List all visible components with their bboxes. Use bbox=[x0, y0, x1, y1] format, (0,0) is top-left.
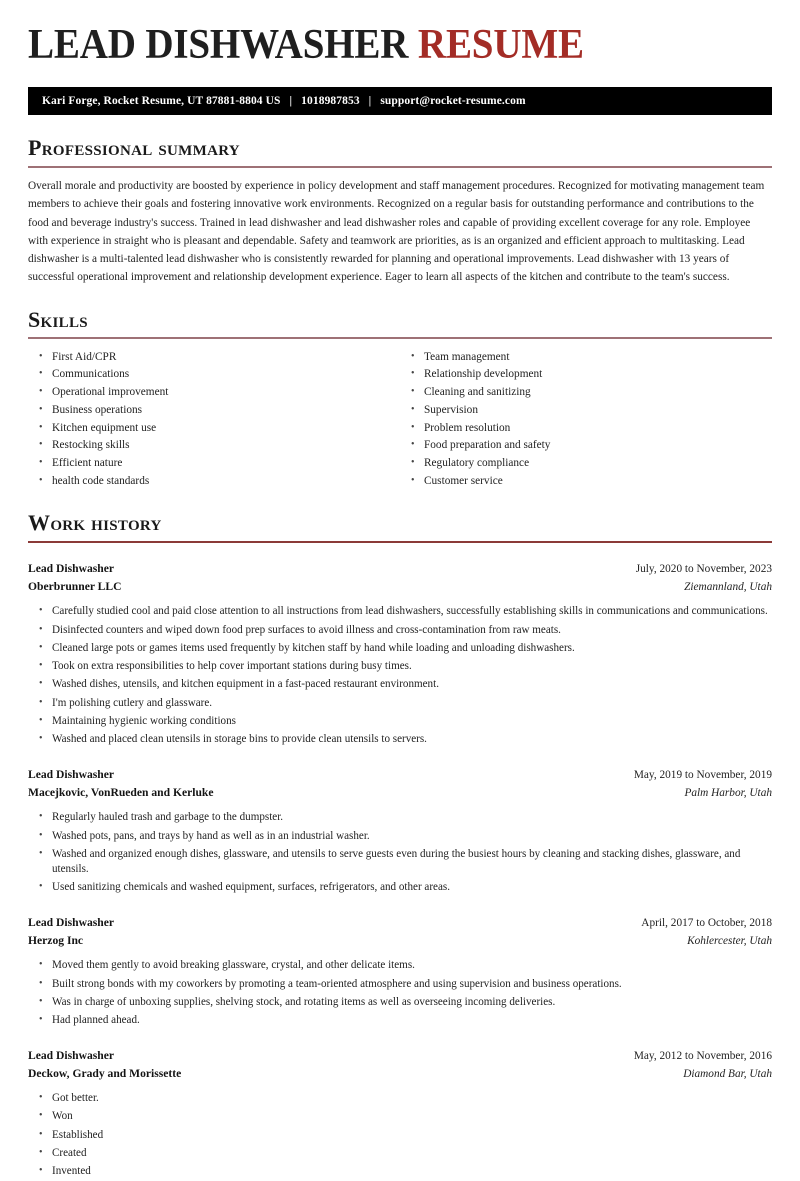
skill-item: • First Aid/CPR bbox=[52, 348, 400, 366]
section-rule-summary bbox=[28, 166, 772, 168]
job-bullet: • Disinfected counters and wiped down food prep surfaces to avoid illness and cross-contamination from raw meats. bbox=[52, 621, 772, 639]
contact-bar bbox=[28, 87, 772, 115]
skill-item: • Business operations bbox=[52, 402, 400, 420]
section-rule-skills bbox=[28, 337, 772, 339]
job-bullet: • Created bbox=[52, 1144, 772, 1162]
job-title: Lead Dishwasher bbox=[28, 561, 114, 575]
skill-item: • Kitchen equipment use bbox=[52, 419, 400, 437]
contact-name-address: Kari Forge, Rocket Resume, UT 87881-8804 US bbox=[42, 95, 281, 108]
job-title-row bbox=[28, 560, 772, 578]
job-company-row bbox=[28, 1065, 772, 1083]
section-rule-work-history bbox=[28, 541, 772, 543]
job-company: Oberbrunner LLC bbox=[28, 579, 122, 593]
job-bullet: • Built strong bonds with my coworkers by promoting a team-oriented atmosphere and using supervision and business operations. bbox=[52, 975, 772, 993]
work-history-list bbox=[28, 560, 772, 1181]
job-bullet-list bbox=[28, 603, 772, 749]
section-heading-summary: Professional summary bbox=[28, 135, 240, 161]
job-dates: April, 2017 to October, 2018 bbox=[641, 916, 772, 929]
skill-item: • Relationship development bbox=[424, 366, 772, 384]
job-title: Lead Dishwasher bbox=[28, 1048, 114, 1062]
skill-item: • Supervision bbox=[424, 402, 772, 420]
job-bullet: • Moved them gently to avoid breaking glassware, crystal, and other delicate items. bbox=[52, 957, 772, 975]
job-title-row bbox=[28, 766, 772, 784]
skill-item: • Cleaning and sanitizing bbox=[424, 384, 772, 402]
job-title: Lead Dishwasher bbox=[28, 767, 114, 781]
job-bullet: • Invented bbox=[52, 1163, 772, 1181]
job-dates: May, 2012 to November, 2016 bbox=[633, 1049, 772, 1062]
work-history-entry bbox=[28, 766, 772, 897]
skill-item: • Operational improvement bbox=[52, 384, 400, 402]
skill-item: • health code standards bbox=[52, 472, 400, 490]
job-company-row bbox=[28, 932, 772, 950]
skill-item: • Communications bbox=[52, 366, 400, 384]
skill-item: • Team management bbox=[424, 348, 772, 366]
job-location: Kohlercester, Utah bbox=[687, 934, 772, 947]
skill-item: • Problem resolution bbox=[424, 419, 772, 437]
job-bullet-list bbox=[28, 957, 772, 1030]
job-location: Diamond Bar, Utah bbox=[683, 1067, 772, 1080]
job-bullet: • Used sanitizing chemicals and washed equipment, surfaces, refrigerators, and other areas. bbox=[52, 879, 772, 897]
skills-columns bbox=[28, 348, 772, 490]
job-bullet: • Got better. bbox=[52, 1090, 772, 1108]
job-title-row bbox=[28, 1047, 772, 1065]
job-bullet: • Had planned ahead. bbox=[52, 1011, 772, 1029]
section-work-history bbox=[28, 511, 772, 1181]
skill-item: • Food preparation and safety bbox=[424, 437, 772, 455]
job-bullet: • Maintaining hygienic working conditions bbox=[52, 712, 772, 730]
job-company: Deckow, Grady and Morissette bbox=[28, 1066, 182, 1080]
section-heading-work-history: Work history bbox=[28, 510, 162, 536]
job-bullet: • Cleaned large pots or games items used frequently by kitchen staff by hand while loading and unloading dishwashers. bbox=[52, 639, 772, 657]
job-location: Ziemannland, Utah bbox=[684, 580, 772, 593]
document-title bbox=[28, 0, 720, 68]
work-history-entry bbox=[28, 914, 772, 1030]
section-professional-summary bbox=[28, 136, 772, 286]
job-bullet: • Washed and organized enough dishes, glassware, and utensils to serve guests even during the busiest hours by cleaning and stacking dishes, glassware, and utensils. bbox=[52, 845, 772, 878]
summary-text: Overall morale and productivity are boosted by experience in policy development and staff management procedures. Recognized for motivating management team members to achieve their goals and fostering innovative work environments. Recognized on a regular basis for outstanding performance and contributions to the food and beverage industry's success. Trained in lead dishwasher and lead dishwasher roles and capable of providing excellent coverage for any role. Employee with experience in straight who is pleasant and dependable. Safety and teamwork are priorities, as is an organized and efficient approach to multitasking. Lead dishwasher is a multi-talented lead dishwasher who is consistently rewarded for planning and operational improvements. Lead dishwasher with 13 years of successful operational improvement and relationship development experience. Eager to learn all aspects of the kitchen and contribute to the team's success. bbox=[28, 179, 765, 284]
job-title-row bbox=[28, 914, 772, 932]
skills-column-left bbox=[28, 348, 400, 490]
contact-phone[interactable]: 1018987853 bbox=[301, 95, 360, 108]
job-bullet: • Took on extra responsibilities to help cover important stations during busy times. bbox=[52, 657, 772, 675]
contact-separator-2: | bbox=[368, 95, 372, 108]
document-title-main: LEAD DISHWASHER bbox=[28, 22, 409, 68]
document-title-accent: RESUME bbox=[417, 22, 584, 68]
job-location: Palm Harbor, Utah bbox=[684, 786, 772, 799]
job-company: Herzog Inc bbox=[28, 933, 84, 947]
job-title: Lead Dishwasher bbox=[28, 915, 114, 929]
skill-item: • Restocking skills bbox=[52, 437, 400, 455]
job-bullet: • Regularly hauled trash and garbage to the dumpster. bbox=[52, 809, 772, 827]
section-heading-skills: Skills bbox=[28, 306, 88, 332]
job-bullet: • Won bbox=[52, 1108, 772, 1126]
skill-item: • Customer service bbox=[424, 472, 772, 490]
job-bullet: • Washed dishes, utensils, and kitchen equipment in a fast-paced restaurant environment. bbox=[52, 676, 772, 694]
skills-column-right bbox=[400, 348, 772, 490]
job-bullet: • Carefully studied cool and paid close attention to all instructions from lead dishwashers, successfully establishing skills in communications and communications. bbox=[52, 603, 772, 621]
job-company-row bbox=[28, 578, 772, 596]
job-bullet: • Was in charge of unboxing supplies, shelving stock, and rotating items as well as overseeing incoming deliveries. bbox=[52, 993, 772, 1011]
job-bullet: • Washed and placed clean utensils in storage bins to provide clean utensils to servers. bbox=[52, 731, 772, 749]
skill-item: • Efficient nature bbox=[52, 455, 400, 473]
job-company: Macejkovic, VonRueden and Kerluke bbox=[28, 785, 214, 799]
contact-email[interactable]: support@rocket-resume.com bbox=[380, 95, 526, 108]
job-bullet: • Washed pots, pans, and trays by hand as well as in an industrial washer. bbox=[52, 827, 772, 845]
skill-item: • Regulatory compliance bbox=[424, 455, 772, 473]
work-history-entry bbox=[28, 1047, 772, 1181]
skills-list-right bbox=[400, 348, 772, 490]
job-bullet: • I'm polishing cutlery and glassware. bbox=[52, 694, 772, 712]
job-dates: July, 2020 to November, 2023 bbox=[635, 562, 772, 575]
job-bullet: • Established bbox=[52, 1126, 772, 1144]
work-history-entry bbox=[28, 560, 772, 749]
job-bullet-list bbox=[28, 1090, 772, 1181]
job-company-row bbox=[28, 784, 772, 802]
contact-separator-1: | bbox=[289, 95, 293, 108]
section-skills bbox=[28, 308, 772, 490]
job-bullet-list bbox=[28, 809, 772, 897]
job-dates: May, 2019 to November, 2019 bbox=[633, 768, 772, 781]
skills-list-left bbox=[28, 348, 400, 490]
